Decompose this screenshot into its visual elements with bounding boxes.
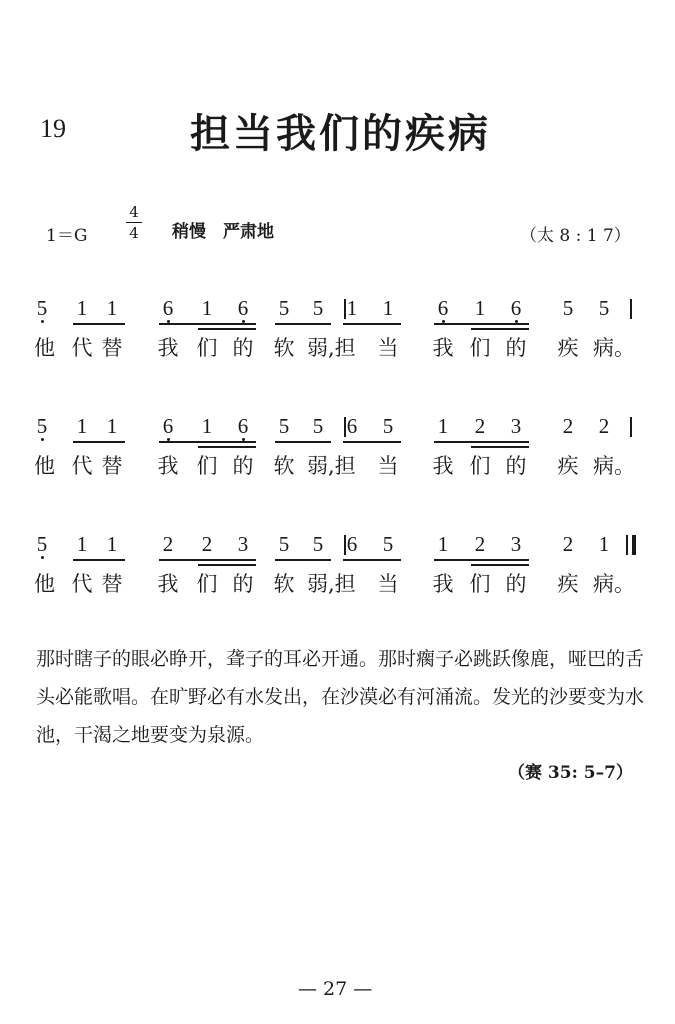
note: 6 [157,414,179,438]
lyric-syllable: 代 [71,336,93,360]
lyric-syllable: 代 [71,572,93,596]
note: 5 [278,296,290,320]
note: 6 [346,532,358,556]
note: 3 [237,532,249,556]
note: 5 [31,296,53,320]
note: 5 [562,296,574,320]
lyric-syllable: 软 [273,572,295,596]
lyric-syllable: 软 [273,336,295,360]
lyric-syllable: 疾 [557,454,579,478]
note: 5 [312,296,324,320]
beam-line [198,564,256,566]
lyric-syllable: 替 [101,572,123,596]
final-barline-thin [626,535,628,555]
lyric-syllable: 的 [505,572,527,596]
lyric-syllable: 当 [377,454,399,478]
lyric-syllable: 弱,担 [307,454,356,478]
time-signature-top: 4 [129,203,139,221]
lyric-syllable: 当 [377,336,399,360]
note: 2 [162,532,174,556]
beam-line [434,323,529,325]
note: 5 [31,414,53,438]
lyric-syllable: 的 [232,336,254,360]
lyric-syllable: 病。 [593,572,635,596]
lyric-syllable: 替 [101,454,123,478]
lyric-syllable: 他 [34,572,55,596]
note: 1 [76,296,88,320]
notation-row [0,414,675,534]
note: 6 [232,296,254,320]
note: 6 [432,296,454,320]
lyric-syllable: 弱,担 [307,572,356,596]
note: 6 [505,296,527,320]
octave-dot [41,556,44,559]
lyric-syllable: 我 [432,336,454,360]
lyric-syllable: 疾 [557,336,579,360]
lyric-syllable: 们 [196,572,218,596]
note: 1 [346,296,358,320]
lyric-syllable: 的 [505,336,527,360]
beam-line [434,559,529,561]
note: 1 [76,414,88,438]
lyric-syllable: 我 [157,572,179,596]
note: 2 [474,532,486,556]
octave-dot [41,438,44,441]
note: 1 [598,532,610,556]
scripture-passage: 那时瞎子的眼必睁开，聋子的耳必开通。那时瘸子必跳跃像鹿，哑巴的舌头必能歌唱。在旷野必有水发出，在沙漠必有河涌流。发光的沙要变为水池，干渴之地要变为泉源。 [36,648,645,746]
note: 2 [598,414,610,438]
note: 3 [510,414,522,438]
note: 5 [312,532,324,556]
lyric-syllable: 的 [232,454,254,478]
beam-line [159,323,256,325]
page-number: — 27 — [298,978,373,1000]
notation-row [0,532,675,652]
note: 5 [278,532,290,556]
barline [344,535,346,555]
lyric-syllable: 他 [34,454,55,478]
key-signature: 1＝G [46,226,88,246]
beam-line [275,323,331,325]
lyric-syllable: 我 [157,336,179,360]
beam-line [471,328,529,330]
beam-line [275,441,331,443]
lyric-syllable: 我 [157,454,179,478]
beam-line [471,564,529,566]
lyric-syllable: 们 [469,454,491,478]
lyric-syllable: 病。 [593,454,635,478]
beam-line [73,323,125,325]
note: 1 [437,532,449,556]
barline [344,299,346,319]
note: 5 [598,296,610,320]
beam-line [275,559,331,561]
note: 5 [382,414,394,438]
lyric-syllable: 我 [432,572,454,596]
time-signature [124,203,144,242]
note: 2 [562,532,574,556]
note: 1 [106,414,118,438]
note: 2 [562,414,574,438]
beam-line [73,559,125,561]
note: 2 [474,414,486,438]
beam-line [343,323,401,325]
barline [630,417,632,437]
note: 5 [31,532,53,556]
note: 2 [201,532,213,556]
lyric-syllable: 当 [377,572,399,596]
beam-line [198,328,256,330]
beam-line [471,446,529,448]
note: 1 [437,414,449,438]
note: 1 [106,532,118,556]
lyric-syllable: 的 [505,454,527,478]
lyric-syllable: 的 [232,572,254,596]
beam-line [343,441,401,443]
song-title: 担当我们的疾病 [190,110,491,157]
scripture-reference: （太 8 : 1 7） [520,226,631,246]
barline [344,417,346,437]
beam-line [73,441,125,443]
lyric-syllable: 们 [196,336,218,360]
lyric-syllable: 弱,担 [307,336,356,360]
note: 1 [382,296,394,320]
note: 1 [76,532,88,556]
lyric-syllable: 病。 [593,336,635,360]
note: 6 [346,414,358,438]
lyric-syllable: 们 [196,454,218,478]
note: 5 [382,532,394,556]
note: 1 [474,296,486,320]
time-signature-bottom: 4 [129,224,139,242]
note: 5 [312,414,324,438]
lyric-syllable: 软 [273,454,295,478]
time-signature-bar [126,222,142,223]
lyric-syllable: 代 [71,454,93,478]
notation-row [0,296,675,416]
lyric-syllable: 替 [101,336,123,360]
note: 6 [232,414,254,438]
lyric-syllable: 们 [469,336,491,360]
lyric-syllable: 疾 [557,572,579,596]
passage-reference: （赛 35: 5–7） [508,763,633,783]
note: 6 [157,296,179,320]
note: 1 [106,296,118,320]
beam-line [159,441,256,443]
final-barline-thick [632,535,636,555]
barline [630,299,632,319]
beam-line [159,559,256,561]
beam-line [434,441,529,443]
beam-line [198,446,256,448]
note: 1 [201,296,213,320]
note: 5 [278,414,290,438]
lyric-syllable: 我 [432,454,454,478]
tempo-marking: 稍慢 严肃地 [172,222,274,242]
lyric-syllable: 他 [34,336,55,360]
beam-line [343,559,401,561]
lyric-syllable: 们 [469,572,491,596]
octave-dot [41,320,44,323]
song-number: 19 [40,114,66,143]
note: 3 [510,532,522,556]
note: 1 [201,414,213,438]
